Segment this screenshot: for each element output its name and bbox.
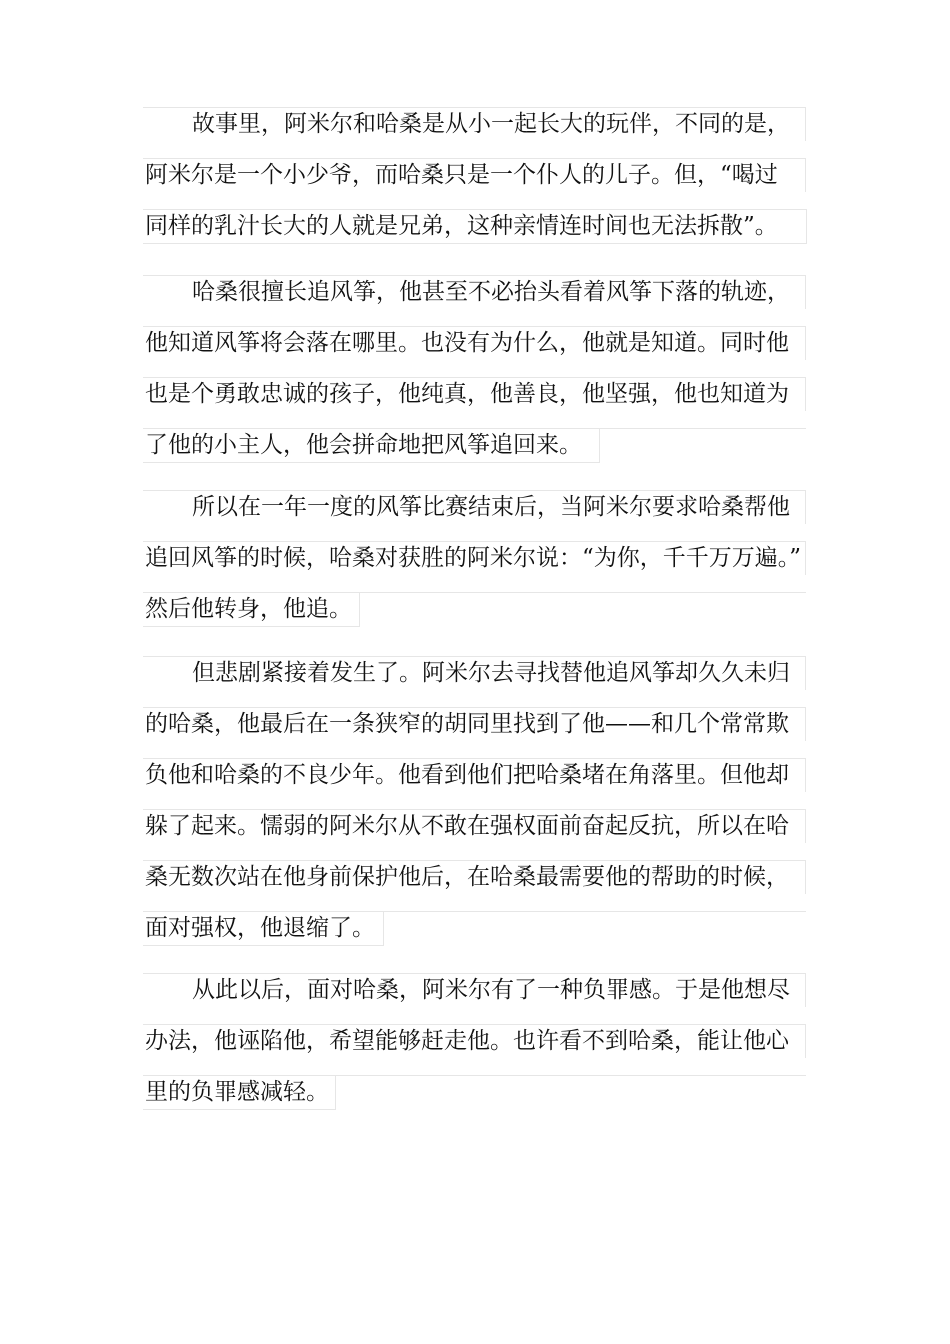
paragraph-4 bbox=[143, 656, 833, 962]
text-line: 从此以后，面对哈桑，阿米尔有了一种负罪感。于是他想尽 bbox=[143, 973, 833, 1024]
text-line: 里的负罪感减轻。 bbox=[143, 1075, 833, 1126]
text-line: 也是个勇敢忠诚的孩子，他纯真，他善良，他坚强，他也知道为 bbox=[143, 377, 833, 428]
text-line: 负他和哈桑的不良少年。他看到他们把哈桑堵在角落里。但他却 bbox=[143, 758, 833, 809]
text-line: 然后他转身，他追。 bbox=[143, 592, 833, 643]
text-line: 他知道风筝将会落在哪里。也没有为什么，他就是知道。同时他 bbox=[143, 326, 833, 377]
text-line: 的哈桑，他最后在一条狭窄的胡同里找到了他——和几个常常欺 bbox=[143, 707, 833, 758]
text-line: 了他的小主人，他会拼命地把风筝追回来。 bbox=[143, 428, 833, 479]
text-line: 但悲剧紧接着发生了。阿米尔去寻找替他追风筝却久久未归 bbox=[143, 656, 833, 707]
text-line: 追回风筝的时候，哈桑对获胜的阿米尔说：“为你，千千万万遍。” bbox=[143, 541, 833, 592]
text-line: 同样的乳汁长大的人就是兄弟，这种亲情连时间也无法拆散”。 bbox=[143, 209, 833, 260]
paragraph-2 bbox=[143, 275, 833, 479]
text-line: 故事里，阿米尔和哈桑是从小一起长大的玩伴，不同的是， bbox=[143, 107, 833, 158]
paragraph-1 bbox=[143, 107, 833, 260]
text-line: 所以在一年一度的风筝比赛结束后，当阿米尔要求哈桑帮他 bbox=[143, 490, 833, 541]
text-line: 躲了起来。懦弱的阿米尔从不敢在强权面前奋起反抗，所以在哈 bbox=[143, 809, 833, 860]
text-line: 办法，他诬陷他，希望能够赶走他。也许看不到哈桑，能让他心 bbox=[143, 1024, 833, 1075]
paragraph-3 bbox=[143, 490, 833, 643]
text-line: 桑无数次站在他身前保护他后，在哈桑最需要他的帮助的时候， bbox=[143, 860, 833, 911]
text-line: 哈桑很擅长追风筝，他甚至不必抬头看着风筝下落的轨迹， bbox=[143, 275, 833, 326]
text-line: 面对强权，他退缩了。 bbox=[143, 911, 833, 962]
paragraph-5 bbox=[143, 973, 833, 1126]
text-line: 阿米尔是一个小少爷，而哈桑只是一个仆人的儿子。但，“喝过 bbox=[143, 158, 833, 209]
